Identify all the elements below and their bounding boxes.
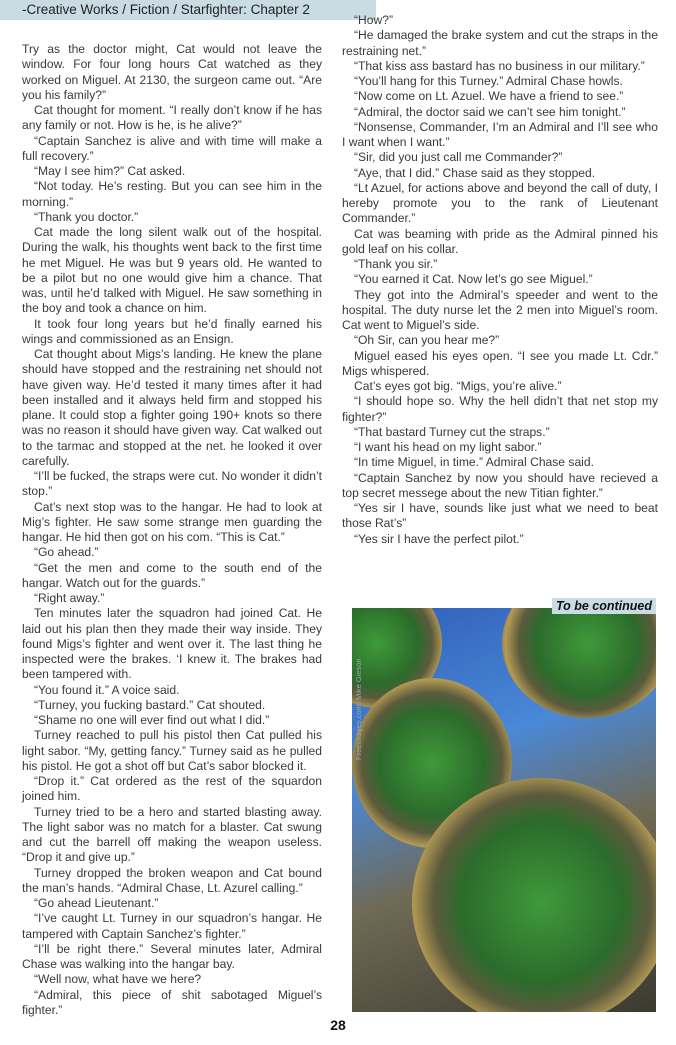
paragraph: “Thank you sir.”: [354, 257, 438, 271]
paragraph: “Now come on Lt. Azuel. We have a friend to see.”: [354, 89, 624, 104]
paragraph: Miguel eased his eyes open. “I see you made Lt. Cdr.” Migs whispered.: [342, 348, 658, 378]
story-column-right: [342, 13, 658, 547]
paragraph: “Admiral, this piece of shit sabotaged Miguel’s fighter.”: [22, 987, 322, 1017]
paragraph: “How?”: [354, 13, 393, 27]
paragraph: “Go ahead.”: [34, 545, 99, 560]
photo-credit-text: Freeimages.com/ Mike Gieson: [354, 658, 363, 760]
section-header: [0, 0, 376, 20]
paragraph: “Nonsense, Commander, I’m an Admiral and I’ll see who I want when I want.”: [342, 119, 658, 149]
paragraph: “You found it.” A voice said.: [34, 682, 180, 697]
paragraph: Try as the doctor might, Cat would not leave the window. For four long hours Cat watched as they worked on Miguel. At 2130, the surgeon came out. “Are you his family?”: [22, 42, 322, 102]
paragraph: “Well now, what have we here?: [34, 972, 202, 987]
nozzle-shape: [502, 608, 656, 718]
paragraph: “I’ll be right there.” Several minutes later, Admiral Chase was walking into the hangar bay.: [22, 941, 322, 971]
paragraph: “Oh Sir, can you hear me?”: [354, 333, 500, 348]
paragraph: “Sir, did you just call me Commander?”: [354, 150, 563, 165]
paragraph: “Yes sir I have the perfect pilot.”: [354, 531, 524, 546]
paragraph: “Not today. He’s resting. But you can see him in the morning.”: [22, 179, 322, 209]
paragraph: “Go ahead Lieutenant.”: [34, 896, 159, 910]
paragraph: “Thank you doctor.”: [34, 209, 139, 224]
paragraph: “Turney, you fucking bastard.” Cat shouted.: [34, 697, 266, 712]
to-be-continued-label: To be continued: [552, 598, 656, 614]
paragraph: “I should hope so. Why the hell didn’t that net stop my fighter?”: [342, 394, 658, 424]
paragraph: Cat’s eyes got big. “Migs, you’re alive.”: [354, 379, 562, 393]
paragraph: “You’ll hang for this Turney.” Admiral Chase howls.: [354, 74, 623, 88]
paragraph: Turney tried to be a hero and started blasting away. The light sabor was no match for a blaster. Cat swung and cut the barrell off making the weapon useless. “Drop it and give up.”: [22, 804, 322, 865]
story-column-left: [22, 42, 322, 1018]
paragraph: “You earned it Cat. Now let’s go see Miguel.”: [354, 272, 593, 287]
paragraph: “Captain Sanchez by now you should have recieved a top secret messege about the new Titian fighter.”: [342, 470, 658, 500]
paragraph: “Admiral, the doctor said we can’t see him tonight.”: [354, 104, 626, 119]
paragraph: “Shame no one will ever find out what I did.”: [34, 713, 270, 727]
paragraph: “I’ve caught Lt. Turney in our squadron’s hangar. He tampered with Captain Sanchez’s fighter.”: [22, 911, 322, 941]
paragraph: Turney reached to pull his pistol then Cat pulled his light sabor. “My, getting fancy.” Turney said as he pulled his pistol. He got a shot off but Cat’s sabor blocked it.: [22, 728, 322, 773]
paragraph: “May I see him?” Cat asked.: [34, 164, 186, 178]
paragraph: Ten minutes later the squadron had joined Cat. He laid out his plan then they made their way inside. They found Migs’s fighter and went over it. The last thing he inspected were the brakes. ‘I knew it. The brakes had been tampered with.: [22, 606, 322, 682]
paragraph: Cat was beaming with pride as the Admiral pinned his gold leaf on his collar.: [342, 226, 658, 256]
paragraph: “Aye, that I did.” Chase said as they stopped.: [354, 165, 596, 180]
paragraph: “Get the men and come to the south end of the hangar. Watch out for the guards.”: [22, 560, 322, 590]
paragraph: “Captain Sanchez is alive and with time will make a full recovery.”: [22, 133, 322, 163]
paragraph: It took four long years but he’d finally earned his wings and commissioned as an Ensign.: [22, 316, 322, 346]
rocket-engines-photo: [352, 608, 656, 1012]
paragraph: “In time Miguel, in time.” Admiral Chase said.: [354, 455, 594, 470]
page-number: 28: [330, 1017, 346, 1033]
paragraph: “He damaged the brake system and cut the straps in the restraining net.”: [342, 28, 658, 58]
paragraph: Cat thought about Migs’s landing. He knew the plane should have stopped and the restraining net should not have given way. He’d tested it many times after it had been installed and it always held firm and stopped his plane. It could stop a fighter going 190+ knots so there was no reason it should have given way. Cat walked out to the tarmac and stopped at the net. he looked it over carefully.: [22, 347, 322, 468]
paragraph: “Right away.”: [34, 591, 105, 605]
paragraph: Cat’s next stop was to the hangar. He had to look at Mig’s fighter. He saw some strange men guarding the hangar. He hid then got on his com. “This is Cat.”: [22, 499, 322, 544]
paragraph: “I’ll be fucked, the straps were cut. No wonder it didn’t stop.”: [22, 469, 322, 499]
paragraph: Cat made the long silent walk out of the hospital. During the walk, his thoughts went back to the first time he met Miguel. He was but 9 years old. He wanted to be a pilot but no one would give him a chance. That was, until he’d talked with Miguel. He saw something in the boy and took a chance on him.: [22, 225, 322, 316]
paragraph: Cat thought for moment. “I really don’t know if he has any family or not. How is he, is he alive?”: [22, 103, 322, 133]
paragraph: “That kiss ass bastard has no business in our military.”: [354, 58, 645, 73]
breadcrumb: -Creative Works / Fiction / Starfighter: Chapter 2: [22, 2, 310, 17]
paragraph: “Lt Azuel, for actions above and beyond the call of duty, I hereby promote you to the rank of Lieutenant Commander.”: [342, 180, 658, 226]
paragraph: Turney dropped the broken weapon and Cat bound the man’s hands. “Admiral Chase, Lt. Azurel calling.”: [22, 865, 322, 895]
paragraph: They got into the Admiral’s speeder and went to the hospital. The duty nurse let the 2 men into Miguel’s room. Cat went to Miguel’s side.: [342, 287, 658, 332]
paragraph: “That bastard Turney cut the straps.”: [354, 424, 550, 439]
paragraph: “Yes sir I have, sounds like just what we need to beat those Rat’s”: [342, 501, 658, 531]
paragraph: “I want his head on my light sabor.”: [354, 440, 542, 454]
paragraph: “Drop it.” Cat ordered as the rest of the squardon joined him.: [22, 774, 322, 804]
